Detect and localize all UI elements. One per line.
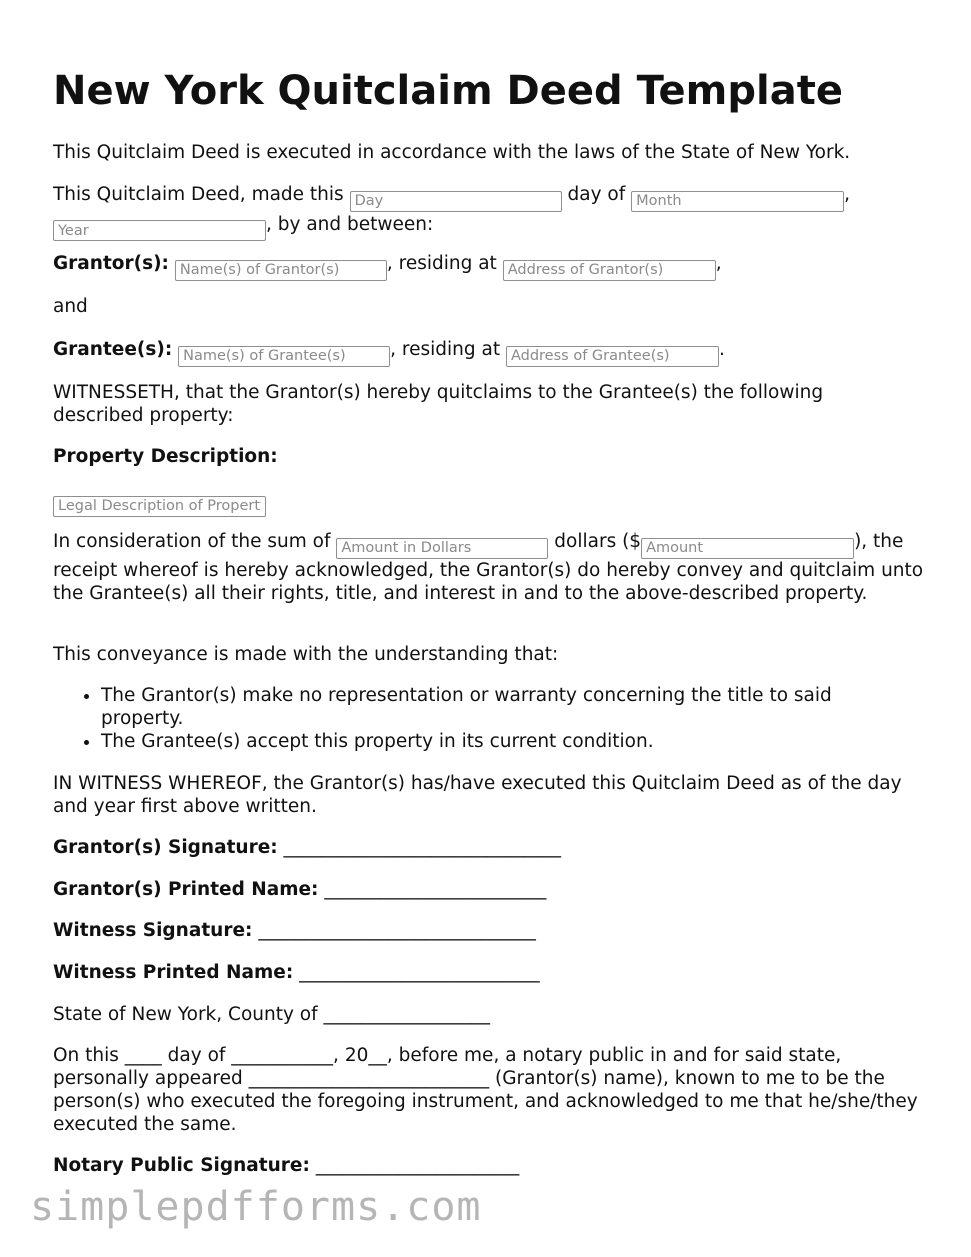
property-heading-text: Property Description: [53, 446, 278, 467]
grantee-line [53, 338, 725, 367]
grantee-name-input[interactable] [178, 346, 390, 367]
month-input[interactable] [631, 191, 844, 212]
property-field-row [53, 488, 266, 517]
amount-input[interactable] [641, 538, 854, 559]
grantor-label: Grantor(s): [53, 253, 169, 274]
amount-words-input[interactable] [336, 538, 548, 559]
grantor-address-input[interactable] [503, 260, 716, 281]
notary-paragraph: On this ____ day of ___________, 20__, before me, a notary public in and for said state, personally appeared __________________________ (Grantor(s) name), known to me to be the person(s) who executed the foregoing instrument, and acknowledged to me that he/she/they executed the same. [53, 1045, 918, 1135]
witnesseth-paragraph: WITNESSETH, that the Grantor(s) hereby quitclaims to the Grantee(s) the following described property: [53, 382, 824, 426]
grantor-printed-blank: ________________________ [324, 879, 547, 900]
grantee-label: Grantee(s): [53, 339, 173, 360]
notary-signature-blank: ______________________ [315, 1155, 520, 1176]
grantee-address-input[interactable] [506, 346, 719, 367]
consideration-suffix: ), the receipt whereof is hereby acknowledged, the Grantor(s) do hereby convey and quitclaim unto the Grantee(s) all their rights, title, and interest in and to the above-described property. [53, 531, 924, 604]
page-title: New York Quitclaim Deed Template [53, 68, 843, 114]
date-line [53, 182, 933, 241]
grantor-residing-label: , residing at [386, 253, 497, 274]
property-heading [53, 445, 278, 468]
grantee-line-end: . [718, 339, 725, 360]
grantor-printed-label: Grantor(s) Printed Name: [53, 879, 319, 900]
conditions-list [53, 684, 901, 753]
witness-signature-label: Witness Signature: [53, 920, 253, 941]
consideration-paragraph [53, 530, 928, 605]
grantor-name-input[interactable] [175, 260, 387, 281]
dollars-label: dollars ($ [554, 531, 642, 552]
witness-printed-name-line [53, 961, 540, 984]
grantee-residing-label: , residing at [390, 339, 501, 360]
year-input[interactable] [53, 220, 266, 241]
list-item: • The Grantee(s) accept this property in its current condition. [101, 730, 901, 753]
notary-signature-line [53, 1154, 519, 1177]
list-item: • The Grantor(s) make no representation or warranty concerning the title to said property. [101, 684, 901, 730]
grantor-printed-name-line [53, 878, 546, 901]
and-text: and [53, 296, 88, 317]
property-description-input[interactable] [53, 496, 266, 517]
day-input[interactable] [350, 191, 562, 212]
grantor-line [53, 252, 722, 281]
witness-signature-line [53, 919, 536, 942]
intro-paragraph: This Quitclaim Deed is executed in accordance with the laws of the State of New York. [53, 142, 851, 163]
grantor-signature-line [53, 836, 561, 859]
notary-signature-label: Notary Public Signature: [53, 1155, 310, 1176]
county-line: State of New York, County of __________________ [53, 1004, 491, 1025]
witness-printed-label: Witness Printed Name: [53, 962, 294, 983]
grantor-signature-label: Grantor(s) Signature: [53, 837, 278, 858]
date-prefix: This Quitclaim Deed, made this [53, 184, 344, 205]
grantor-line-end: , [715, 253, 722, 274]
watermark-text: simplepdfforms.com [30, 1184, 482, 1230]
understanding-text: This conveyance is made with the understanding that: [53, 644, 559, 665]
date-comma: , [844, 184, 851, 205]
day-of-label: day of [567, 184, 626, 205]
witness-printed-blank: __________________________ [299, 962, 540, 983]
grantor-signature-blank: ______________________________ [283, 837, 562, 858]
date-suffix: , by and between: [266, 213, 434, 235]
witness-signature-blank: ______________________________ [258, 920, 536, 941]
consideration-prefix: In consideration of the sum of [53, 531, 331, 552]
in-witness-paragraph: IN WITNESS WHEREOF, the Grantor(s) has/have executed this Quitclaim Deed as of the day and year first above written. [53, 773, 902, 817]
